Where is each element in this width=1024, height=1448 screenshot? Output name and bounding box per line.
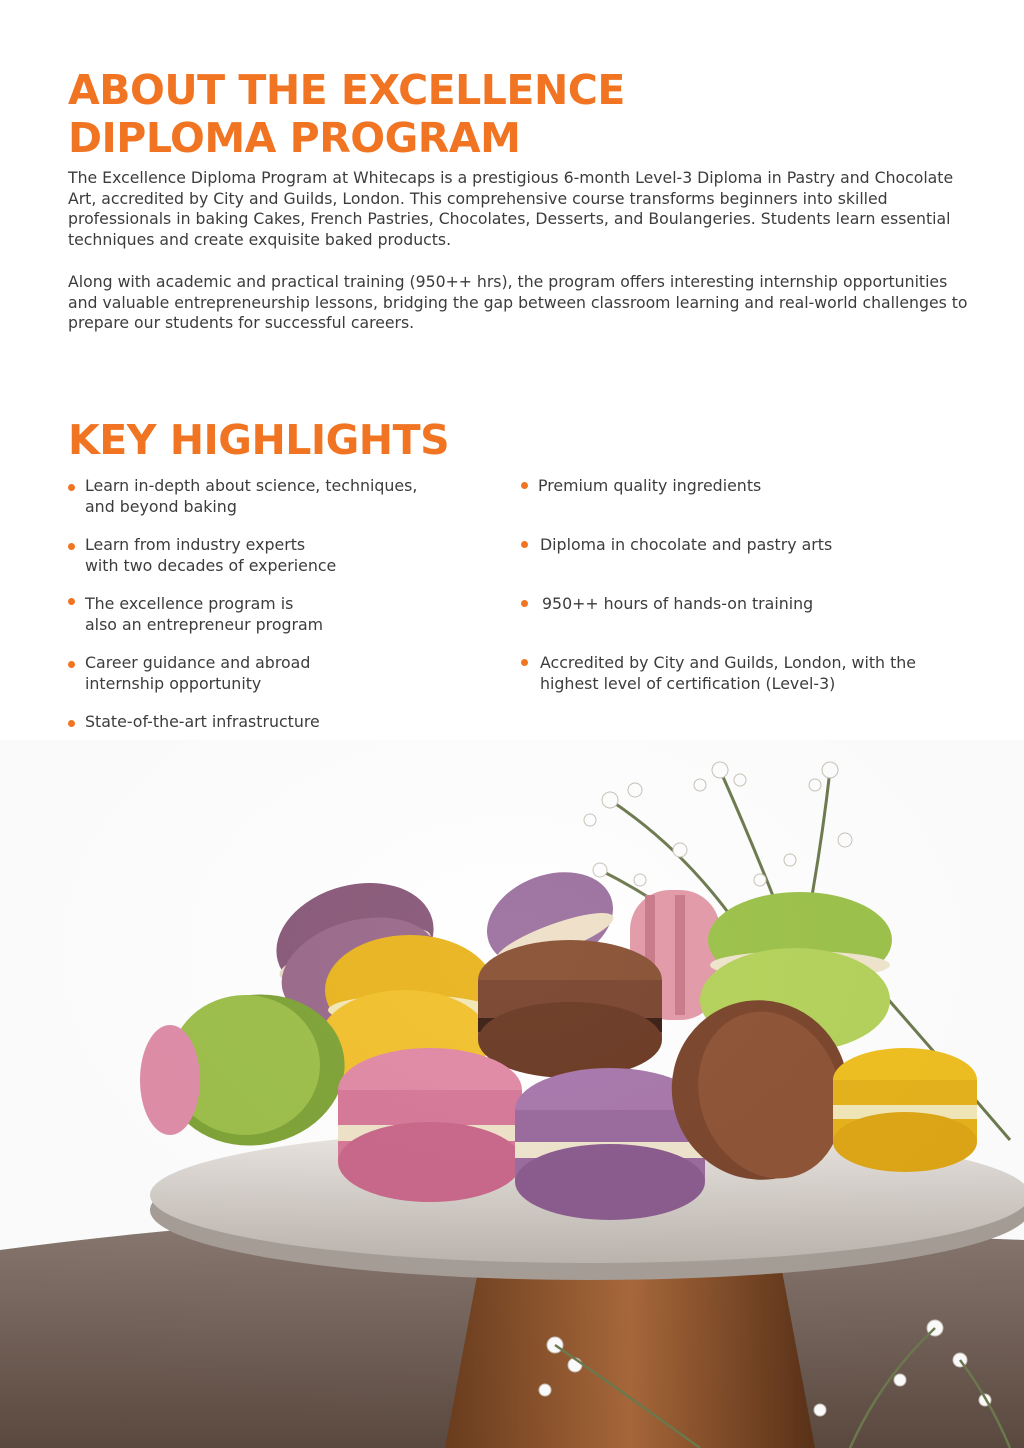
bullet-dot-icon: [521, 482, 528, 489]
highlight-text: highest level of certification (Level-3): [540, 673, 836, 693]
highlight-item: [68, 653, 310, 694]
highlight-text: with two decades of experience: [85, 555, 337, 575]
bullet-dot-icon: [521, 659, 528, 666]
bullet-dot-icon: [521, 600, 528, 607]
highlight-item: [521, 594, 813, 615]
macarons-photo: [0, 740, 1024, 1448]
highlight-item: [68, 712, 320, 733]
highlight-text: 950++ hours of hands-on training: [542, 594, 814, 613]
intro-paragraph-2: Along with academic and practical training (950++ hrs), the program offers interesting internship opportunities and valuable entrepreneurship lessons, bridging the gap between classroom learning and real-world challenges to prepare our students for successful careers.: [68, 272, 968, 333]
highlight-text: The excellence program is: [85, 594, 294, 613]
highlight-item: [68, 535, 336, 576]
highlight-text: Diploma in chocolate and pastry arts: [540, 535, 833, 554]
highlight-text: and beyond baking: [85, 496, 237, 516]
highlight-item: [521, 476, 761, 497]
intro-paragraph-1: The Excellence Diploma Program at Whitecaps is a prestigious 6-month Level-3 Diploma in Pastry and Chocolate Art, accredited by City and Guilds, London. This comprehensive course transforms beginners into skilled professionals in baking Cakes, French Pastries, Chocolates, Desserts, and Boulangeries. Students learn essential techniques and create exquisite baked products.: [68, 168, 954, 249]
highlight-text: Career guidance and abroad: [85, 653, 311, 672]
highlight-text: State-of-the-art infrastructure: [85, 712, 320, 731]
highlight-text: Learn in-depth about science, techniques,: [85, 476, 418, 495]
page-title: [68, 66, 625, 162]
bullet-dot-icon: [68, 543, 75, 550]
highlight-text: Premium quality ingredients: [538, 476, 762, 495]
bullet-dot-icon: [68, 484, 75, 491]
page-title-line-1: ABOUT THE EXCELLENCE: [68, 66, 625, 114]
highlight-text: internship opportunity: [85, 673, 262, 693]
bullet-dot-icon: [68, 661, 75, 668]
key-highlights-title: KEY HIGHLIGHTS: [68, 416, 450, 464]
highlight-item: [521, 535, 832, 556]
highlight-text: Learn from industry experts: [85, 535, 306, 554]
highlight-item: [68, 594, 323, 635]
bullet-dot-icon: [68, 720, 75, 727]
highlight-item: [521, 653, 916, 694]
highlight-text: also an entrepreneur program: [85, 614, 324, 634]
page-title-line-2: DIPLOMA PROGRAM: [68, 114, 521, 162]
highlight-text: Accredited by City and Guilds, London, with the: [540, 653, 917, 672]
bullet-dot-icon: [521, 541, 528, 548]
bullet-dot-icon: [68, 598, 75, 605]
highlight-item: [68, 476, 417, 517]
